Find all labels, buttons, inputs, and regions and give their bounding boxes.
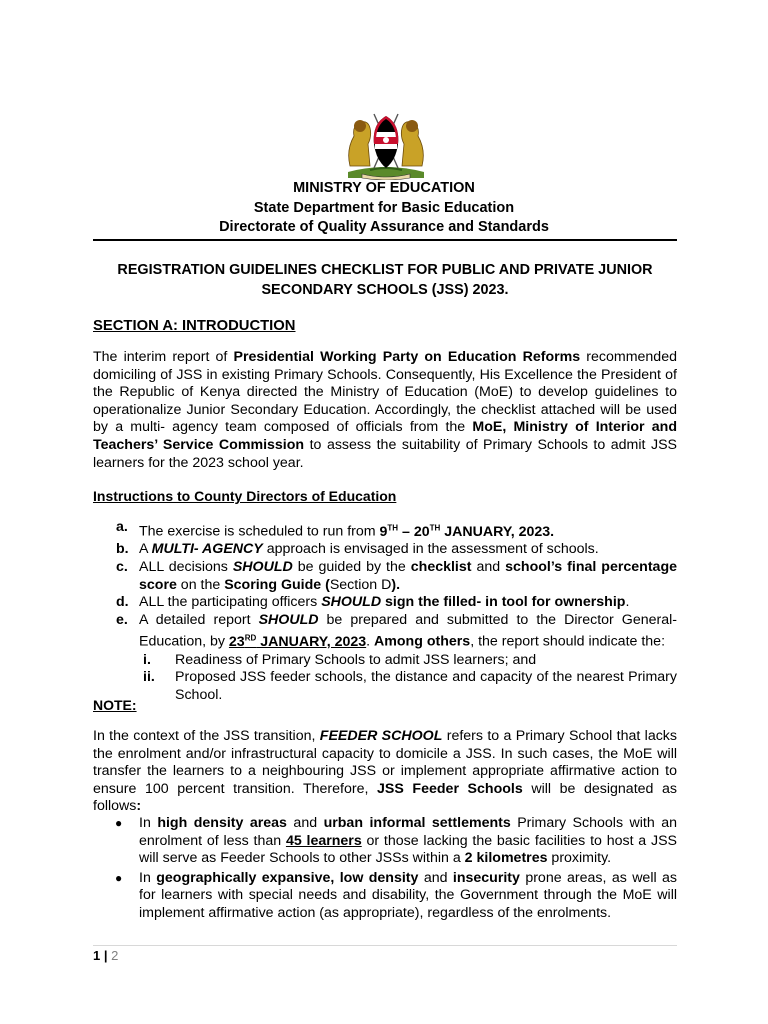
department-title: State Department for Basic Education: [253, 200, 515, 216]
list-item: e. A detailed report SHOULD be prepared and submitted to the Director General- Education, by 23RD JANUARY, 2023. Among others, the report should indicate the:: [116, 611, 678, 651]
section-a-heading: SECTION A: INTRODUCTION: [93, 318, 296, 334]
list-item: a. The exercise is scheduled to run from 9TH – 20TH JANUARY, 2023.: [116, 519, 555, 540]
note-heading: NOTE:: [93, 697, 137, 713]
list-item: b. A MULTI- AGENCY approach is envisaged in the assessment of schools.: [116, 541, 599, 558]
instructions-list: [93, 519, 677, 704]
list-item: i. Readiness of Primary Schools to admit JSS learners; and: [143, 651, 537, 668]
instructions-heading: Instructions to County Directors of Education: [93, 488, 397, 504]
note-paragraph: In the context of the JSS transition, FEEDER SCHOOL refers to a Primary School that lacks the enrolment and/or infrastructural capacity to domicile a JSS. In such cases, the MoE will transfer the learners to a neighbouring JSS or implement appropriate affirmative action to ensure 100 percent transition. Therefore, JSS Feeder Schools will be designated as follows:: [93, 728, 677, 815]
list-item: ● In high density areas and urban informal settlements Primary Schools with an enrolment of less than 45 learners or those lacking the basic facilities to host a JSS will serve as Feeder Schools to other JSSs within a 2 kilometres proximity.: [115, 815, 678, 867]
intro-paragraph: The interim report of Presidential Working Party on Education Reforms recommended domiciling of JSS in existing Primary Schools. Consequently, His Excellence the President of the Republic of Kenya directed the Ministry of Education (MoE) to develop guidelines to operationalize Junior Secondary Education. Accordingly, the checklist attached will be used by a multi- agency team composed of officials from the MoE, Ministry of Interior and Teachers’ Service Commission to assess the suitability of Primary Schools to admit JSS learners for the 2023 school year.: [93, 349, 678, 471]
list-item: d. ALL the participating officers SHOULD sign the filled- in tool for ownership.: [116, 594, 630, 611]
bullet-icon: ●: [115, 816, 123, 830]
footer-divider: [93, 945, 677, 946]
kenya-coat-of-arms-emblem: [340, 106, 432, 180]
document-title-line1: REGISTRATION GUIDELINES CHECKLIST FOR PUBLIC AND PRIVATE JUNIOR: [117, 262, 653, 278]
feeder-bullets: [93, 815, 677, 925]
bullet-icon: ●: [115, 870, 123, 885]
list-item: ii. Proposed JSS feeder schools, the distance and capacity of the nearest Primary School.: [143, 669, 677, 703]
document-title-line2: SECONDARY SCHOOLS (JSS) 2023.: [261, 282, 509, 298]
list-item: c. ALL decisions SHOULD be guided by the checklist and school’s final percentage score on the Scoring Guide (Section D).: [116, 558, 677, 593]
list-item: ● In geographically expansive, low density and insecurity prone areas, as well as for learners with special needs and disability, the Government through the MoE will implement affirmative action (as appropriate), regardless of the enrolments.: [115, 869, 678, 921]
ministry-title: MINISTRY OF EDUCATION: [293, 180, 475, 196]
page-number: 1 | 2: [93, 948, 119, 963]
document-title: [93, 260, 677, 300]
header-divider: [93, 239, 677, 241]
directorate-title: Directorate of Quality Assurance and Standards: [219, 219, 549, 235]
